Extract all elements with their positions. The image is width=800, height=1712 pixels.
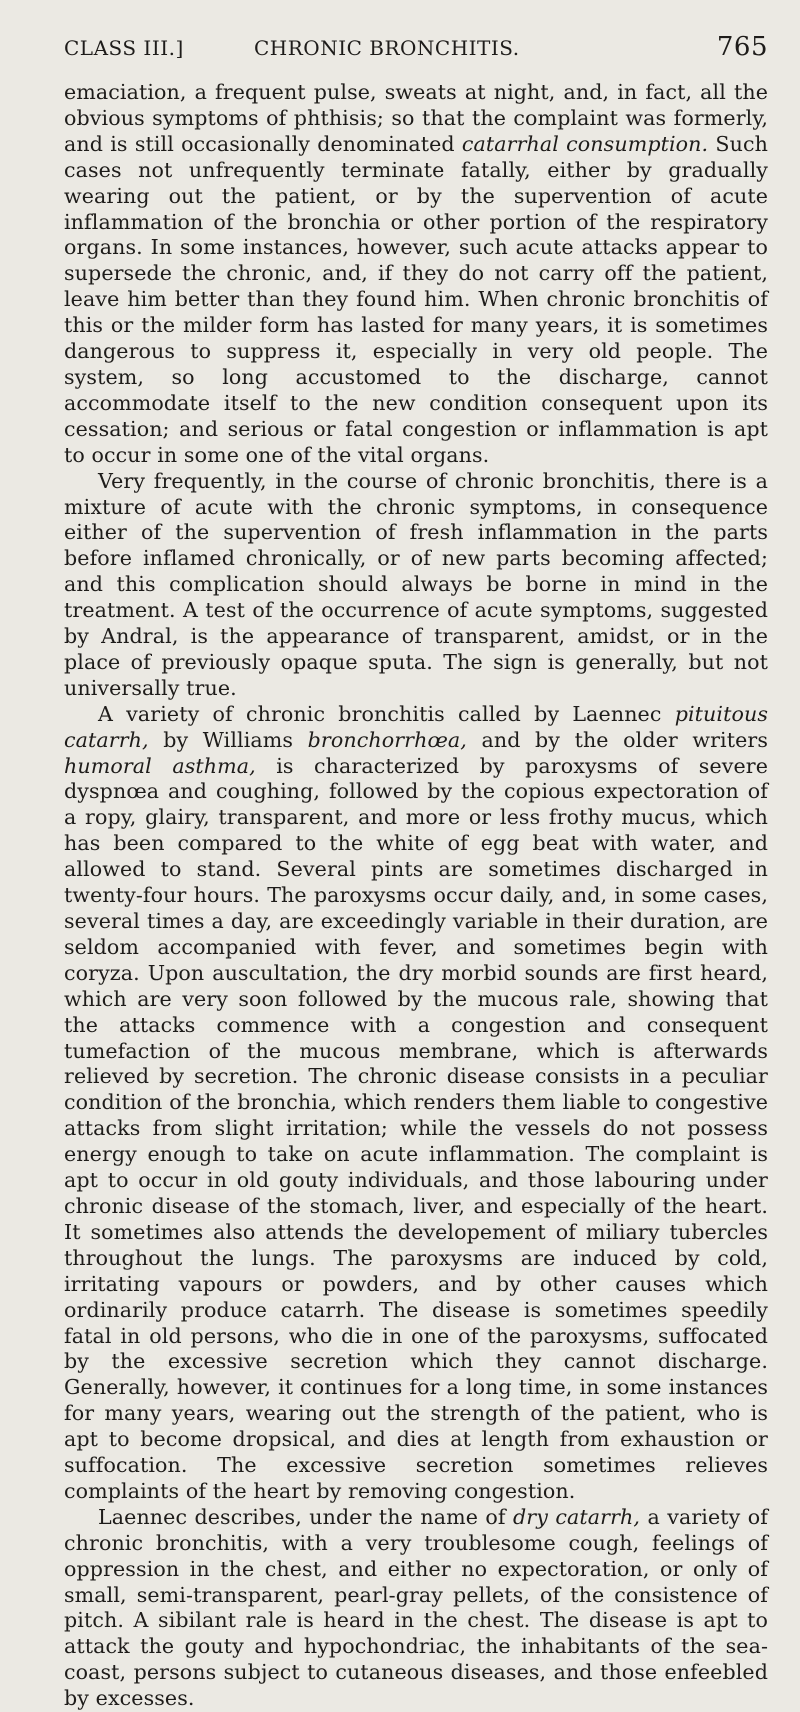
paragraph bbox=[64, 1505, 768, 1712]
body-text bbox=[64, 80, 768, 1712]
italic-term: pituitous catarrh, bbox=[64, 701, 768, 752]
italic-term: catarrhal consumption. bbox=[461, 131, 709, 156]
text-run: a variety of chronic bronchitis, with a very troublesome cough, feelings of oppression in the chest, and either no expectoration, or only of small, semi-transparent, pearl-gray pellets, of the consistence of pitch. A sibilant rale is heard in the chest. The disease is apt to attack the gouty and hypochondriac, the inhabitants of the sea-coast, persons subject to cutaneous diseases, and those enfeebled by excesses. bbox=[64, 1504, 768, 1711]
text-run: A variety of chronic bronchitis called by Laennec bbox=[98, 701, 675, 726]
text-run: emaciation, a frequent pulse, sweats at night, and, in fact, all the obvious symptoms of phthisis; so that the complaint was formerly, and is still occasionally denominated bbox=[64, 80, 768, 156]
text-run: by Williams bbox=[148, 727, 308, 752]
text-run: Laennec describes, under the name of bbox=[98, 1504, 514, 1529]
italic-term: bronchorrhœa, bbox=[307, 727, 467, 752]
text-run: Very frequently, in the course of chronic bronchitis, there is a mixture of acute with the chronic symptoms, in consequence either of the supervention of fresh inflammation in the parts before inflamed chronically, or of new parts becoming affected; and this complication should always be borne in mind in the treatment. A test of the occurrence of acute symptoms, suggested by Andral, is the appearance of transparent, amidst, or in the place of previously opaque sputa. The sign is generally, but not universally true. bbox=[64, 468, 768, 700]
paragraph bbox=[64, 702, 768, 1505]
paragraph bbox=[64, 80, 768, 469]
running-head bbox=[64, 32, 768, 76]
page-number: 765 bbox=[716, 32, 768, 62]
chapter-title: CHRONIC BRONCHITIS. bbox=[254, 36, 520, 60]
italic-term: humoral asthma, bbox=[64, 753, 256, 778]
paragraph bbox=[64, 469, 768, 702]
text-run: is characterized by paroxysms of severe dyspnœa and coughing, followed by the copious expectoration of a ropy, glairy, transparent, and more or less frothy mucus, which has been compared to the white of egg beat with water, and allowed to stand. Several pints are sometimes discharged in twenty-four hours. The paroxysms occur daily, and, in some cases, several times a day, are exceedingly variable in their duration, are seldom accompanied with fever, and sometimes begin with coryza. Upon auscultation, the dry morbid sounds are first heard, which are very soon followed by the mucous rale, showing that the attacks commence with a congestion and consequent tumefaction of the mucous membrane, which is afterwards relieved by secretion. The chronic disease consists in a peculiar condition of the bronchia, which renders them liable to congestive attacks from slight irritation; while the vessels do not possess energy enough to take on acute inflammation. The complaint is apt to occur in old gouty individuals, and those labouring under chronic disease of the stomach, liver, and especially of the heart. It sometimes also attends the developement of miliary tubercles throughout the lungs. The paroxysms are induced by cold, irritating vapours or powders, and by other causes which ordinarily produce catarrh. The disease is sometimes speedily fatal in old persons, who die in one of the paroxysms, suffocated by the excessive secretion which they cannot discharge. Generally, however, it continues for a long time, in some instances for many years, wearing out the strength of the patient, who is apt to become dropsical, and dies at length from exhaustion or suffocation. The excessive secretion sometimes relieves complaints of the heart by removing congestion. bbox=[64, 753, 768, 1503]
section-label: CLASS III.] bbox=[64, 36, 184, 60]
text-run: Such cases not unfrequently terminate fatally, either by gradually wearing out the patient, or by the supervention of acute inflammation of the bronchia or other portion of the respiratory organs. In some instances, however, such acute attacks appear to supersede the chronic, and, if they do not carry off the patient, leave him better than they found him. When chronic bronchitis of this or the milder form has lasted for many years, it is sometimes dangerous to suppress it, especially in very old people. The system, so long accustomed to the discharge, cannot accommodate itself to the new condition consequent upon its cessation; and serious or fatal congestion or inflammation is apt to occur in some one of the vital organs. bbox=[64, 131, 768, 467]
text-run: and by the older writers bbox=[466, 727, 768, 752]
italic-term: dry catarrh, bbox=[513, 1504, 641, 1529]
